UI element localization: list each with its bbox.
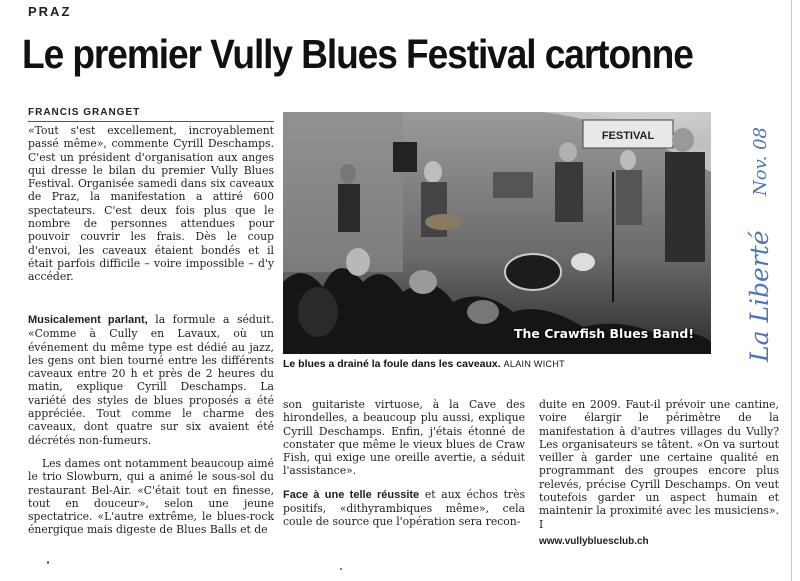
byline-rule: [28, 121, 274, 122]
club-website-link[interactable]: www.vullybluesclub.ch: [539, 535, 649, 547]
scan-speck: [47, 561, 49, 564]
success-paragraph-lead: Face à une telle réussite: [283, 488, 420, 501]
handwritten-date: Nov. 08: [750, 127, 771, 196]
festival-banner: FESTIVAL: [601, 130, 655, 142]
caption-text: Le blues a drainé la foule dans les caveaux.: [283, 358, 501, 370]
intro-column: [28, 124, 274, 294]
handwritten-source: La Liberté: [745, 230, 774, 362]
middle-column: [283, 398, 525, 539]
left-column-continued: [28, 313, 274, 547]
headline: Le premier Vully Blues Festival cartonne: [22, 31, 693, 77]
byline: FRANCIS GRANGET: [28, 107, 141, 118]
music-paragraph: [28, 313, 274, 447]
success-paragraph-body: et aux échos très positifs, «dithyrambiques même», cela coule de source que l'opération sera recon-: [283, 487, 525, 529]
photo-overlay-label: The Crawfish Blues Band!: [514, 326, 695, 341]
page-edge: [791, 0, 792, 581]
concert-photo: [283, 112, 711, 354]
middle-paragraph: son guitariste virtuose, à la Cave des hirondelles, a beaucoup plu aussi, explique Cyrill Deschamps. Enfin, j'étais étonné de constater que même le vieux blues de Craw Fish, qui exige une oreille avertie, a séduit l'assistance».: [283, 398, 525, 478]
photo-caption: [283, 358, 713, 370]
section-label: PRAZ: [28, 4, 72, 19]
right-column: [539, 398, 779, 548]
photo-credit: ALAIN WICHT: [503, 359, 565, 369]
music-paragraph-lead: Musicalement parlant,: [28, 314, 148, 326]
intro-paragraph: «Tout s'est excellement, incroyablement passé même», commente Cyrill Deschamps. C'est un président d'organisation aux anges qui dresse le bilan du premier Vully Blues Festival. Organisée samedi dans six caveaux de Praz, la manifestation a attiré 600 spectateurs. C'est deux fois plus que le nombre de personnes attendues pour pouvoir couvrir les frais. Dès le coup d'envoi, les caveaux étaient bondés et il était parfois difficile – voire impossible – d'y accéder.: [28, 124, 274, 284]
success-paragraph: [283, 488, 525, 529]
music-paragraph-body: la formule a séduit. «Comme à Cully en Lavaux, où un événement du même type est dédié au jazz, les gens ont bien tourné entre les différents caveaux entre 20 h et près de 2 heures du matin, explique Cyrill Deschamps. La variété des styles de blues proposés a été appréciée. Tout comme le charme des caveaux, dont quatre sur six avaient été décrétés non-fumeurs.: [28, 313, 274, 447]
ladies-paragraph: Les dames ont notamment beaucoup aimé le trio Slowburn, qui a animé le sous-sol du restaurant Bel-Air. «C'était tout en finesse, tout en douceur», selon une jeune spectatrice. «L'autre extrême, le blues-rock énergique mais digeste de Blues Balls et de: [28, 456, 274, 537]
closing-paragraph: duite en 2009. Faut-il prévoir une cantine, voire élargir le périmètre de la manifestation à d'autres villages du Vully? Les organisateurs se tâtent. «On va surtout veiller à garder une certaine qualité en programmant des groupes encore plus relevés, précise Cyrill Deschamps. On veut toutefois garder un aspect humain et maintenir la proximité avec les musiciens». I: [539, 398, 779, 531]
scan-speck: [340, 568, 342, 570]
concert-photo-graphic: [283, 112, 711, 354]
